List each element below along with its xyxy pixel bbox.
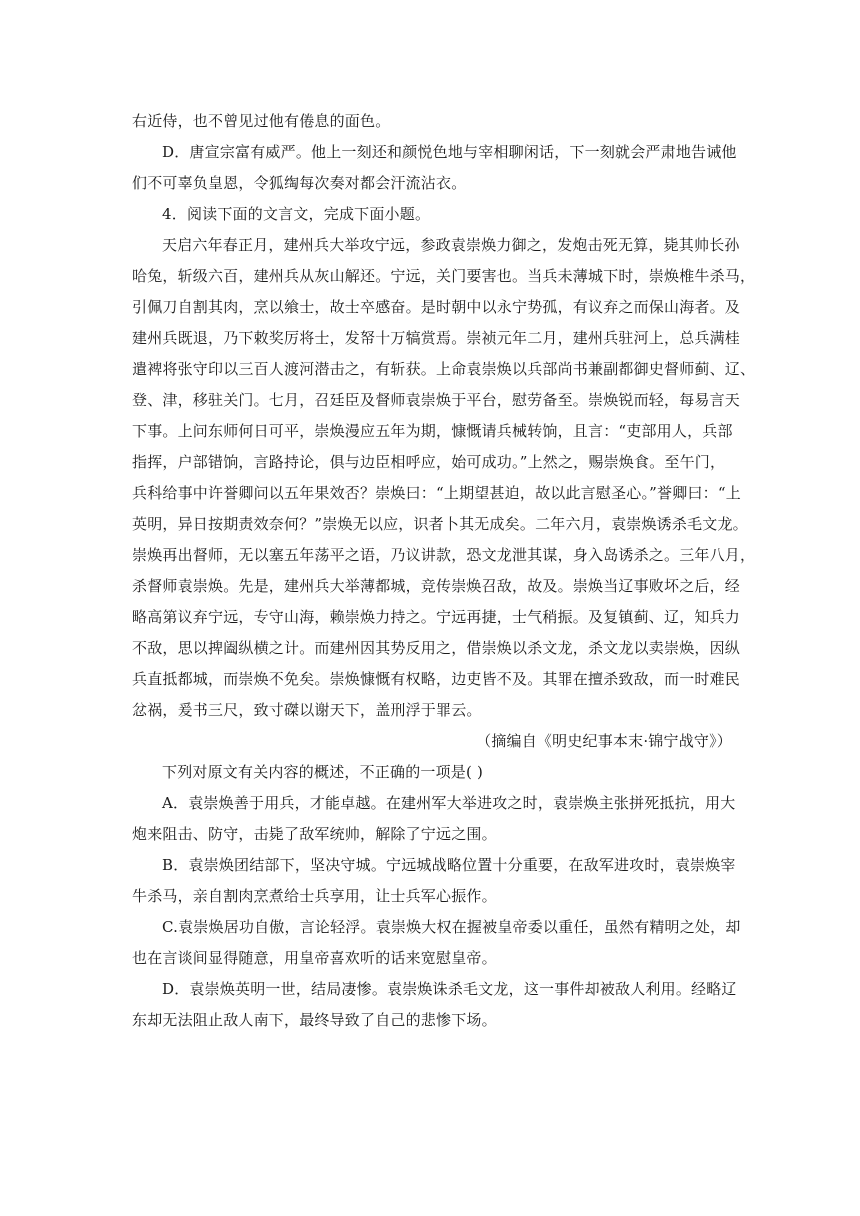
option-d-prev-question-line-2: 们不可辜负皇恩，令狐绹每次奏对都会汗流沾衣。 — [132, 174, 467, 192]
passage-line: 略高第议弃宁远，专守山海，赖崇焕力持之。宁远再捷，士气稍振。及复镇蓟、辽，知兵力 — [132, 608, 741, 626]
passage-line: 兵科给事中许誉卿问以五年果效否？崇焕曰：“上期望甚迫，故以此言慰圣心。”誉卿曰：“上 — [132, 484, 741, 502]
text-line: 右近侍，也不曾见过他有倦息的面色。 — [132, 112, 391, 130]
passage-line: 登、津，移驻关门。七月，召廷臣及督师袁崇焕于平台，慰劳备至。崇焕锐而轻，每易言天 — [132, 391, 741, 409]
passage-line: 下事。上问东师何日可平，崇焕漫应五年为期，慷慨请兵械转饷，且言：“吏部用人，兵部 — [132, 422, 733, 440]
question-4-heading: 4．阅读下面的文言文，完成下面小题。 — [162, 205, 431, 223]
passage-line: 崇焕再出督师，无以塞五年荡平之语，乃议讲款，恐文龙泄其谋，身入岛诱杀之。三年八月， — [132, 546, 756, 564]
passage-line: 不敌，思以捭阖纵横之计。而建州因其势反用之，借崇焕以杀文龙，杀文龙以卖崇焕，因纵 — [132, 639, 741, 657]
passage-line: 兵直抵都城，而崇焕不免矣。崇焕慷慨有权略，边吏皆不及。其罪在擅杀致敌，而一时难民 — [132, 670, 741, 688]
passage-line: 指挥，户部错饷，言路持论，俱与边臣相呼应，始可成功。”上然之，赐崇焕食。至午门， — [132, 453, 726, 471]
document-content — [132, 106, 756, 1036]
passage-line: 杀督师袁崇焕。先是，建州兵大举薄都城，竞传崇焕召敌，故及。崇焕当辽事败坏之后，经 — [132, 577, 741, 595]
option-a-line-2: 炮来阻击、防守，击毙了敌军统帅，解除了宁远之围。 — [132, 825, 497, 843]
passage-line: 建州兵既退，乃下敕奖厉将士，发帑十万犒赏焉。崇祯元年二月，建州兵驻河上，总兵满桂 — [132, 329, 741, 347]
option-a-line-1: A．袁崇焕善于用兵，才能卓越。在建州军大举进攻之时，袁崇焕主张拼死抵抗，用大 — [162, 794, 736, 812]
question-stem: 下列对原文有关内容的概述，不正确的一项是( ) — [162, 763, 484, 781]
option-d-line-2: 东却无法阻止敌人南下，最终导致了自己的悲惨下场。 — [132, 1011, 497, 1029]
option-d-line-1: D．袁崇焕英明一世，结局凄惨。袁崇焕诛杀毛文龙，这一事件却被敌人利用。经略辽 — [162, 980, 737, 998]
option-d-prev-question-line-1: D．唐宣宗富有威严。他上一刻还和颜悦色地与宰相聊闲话，下一刻就会严肃地告诫他 — [162, 143, 737, 161]
passage-line: 哈兔，斩级六百，建州兵从灰山解还。宁远，关门要害也。当兵未薄城下时，崇焕椎牛杀马， — [132, 267, 756, 285]
option-c-line-2: 也在言谈间显得随意，用皇帝喜欢听的话来宽慰皇帝。 — [132, 949, 497, 967]
passage-line: 引佩刀自割其肉，烹以飨士，故士卒感奋。是时朝中以永宁势孤，有议弃之而保山海者。及 — [132, 298, 741, 316]
option-c-line-1: C.袁崇焕居功自傲，言论轻浮。袁崇焕大权在握被皇帝委以重任，虽然有精明之处，却 — [162, 918, 741, 936]
passage-line: 忿祸，爰书三尺，致寸磔以谢天下，盖刑浮于罪云。 — [132, 701, 482, 719]
passage-source: （摘编自《明史纪事本末·锦宁战守》） — [476, 732, 732, 750]
passage-line: 天启六年春正月，建州兵大举攻宁远，参政袁崇焕力御之，发炮击死无算，毙其帅长孙 — [162, 236, 740, 254]
option-b-line-1: B．袁崇焕团结部下，坚决守城。宁远城战略位置十分重要，在敌军进攻时，袁崇焕宰 — [162, 856, 736, 874]
passage-line: 英明，异日按期责效奈何？”崇焕无以应，识者卜其无成矣。二年六月，袁崇焕诱杀毛文龙。 — [132, 515, 748, 533]
option-b-line-2: 牛杀马，亲自割肉烹煮给士兵享用，让士兵军心振作。 — [132, 887, 497, 905]
passage-line: 遣裨将张守印以三百人渡河潜击之，有斩获。上命袁崇焕以兵部尚书兼副都御史督师蓟、辽、 — [132, 360, 756, 378]
